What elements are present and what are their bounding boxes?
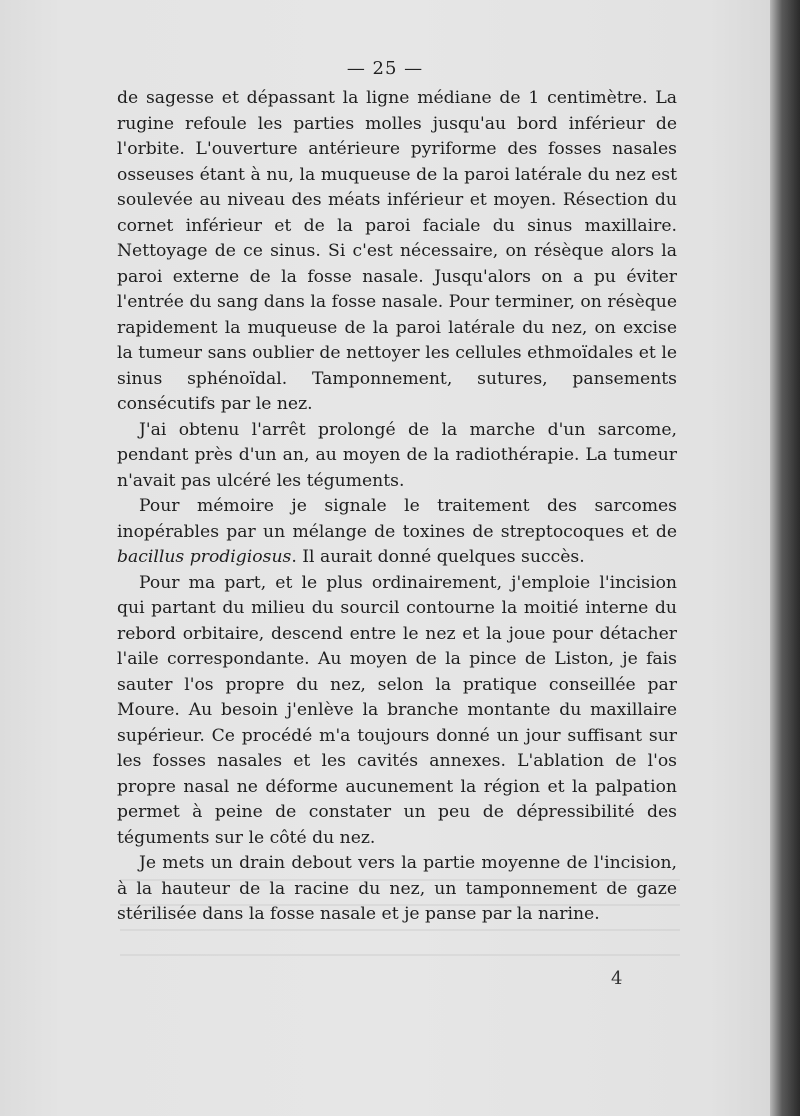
paragraph-3: [117, 494, 677, 571]
paragraph-2: J'ai obtenu l'arrêt prolongé de la marche d'un sarcome, pendant près d'un an, au moyen de la radiothérapie. La tumeur n'avait pas ulcéré les téguments.: [117, 419, 677, 491]
page-edge-shadow: [770, 0, 800, 1116]
paragraph-1: de sagesse et dépassant la ligne médiane de 1 centimètre. La rugine refoule les parties molles jusqu'au bord inférieur de l'orbite. L'ouverture antérieure pyriforme des fosses nasales osseuses étant à nu, la muqueuse de la paroi latérale du nez est soulevée au niveau des méats inférieur et moyen. Résection du cornet inférieur et de la paroi faciale du sinus maxillaire. Nettoyage de ce sinus. Si c'est nécessaire, on résèque alors la paroi externe de la fosse nasale. Jusqu'alors on a pu éviter l'entrée du sang dans la fosse nasale. Pour terminer, on résèque rapidement la muqueuse de la paroi latérale du nez, on excise la tumeur sans oublier de nettoyer les cellules ethmoïdales et le sinus sphénoïdal. Tamponnement, sutures, pansements consécutifs par le nez.: [117, 88, 677, 414]
body-text: [117, 86, 677, 928]
paragraph-4: Pour ma part, et le plus ordinairement, j'emploie l'incision qui partant du milieu du sourcil contourne la moitié interne du rebord orbitaire, descend entre le nez et la joue pour détacher l'aile correspondante. Au moyen de la pince de Liston, je fais sauter l'os propre du nez, selon la pratique conseillée par Moure. Au besoin j'enlève la branche montante du maxillaire supérieur. Ce procédé m'a toujours donné un jour suffisant sur les fosses nasales et les cavités annexes. L'ablation de l'os propre nasal ne déforme aucunement la région et la palpation permet à peine de constater un peu de dépressibilité des téguments sur le côté du nez.: [117, 572, 677, 848]
paragraph-5: Je mets un drain debout vers la partie moyenne de l'incision, à la hauteur de la racine du nez, un tamponnement de gaze stérilisée dans la fosse nasale et je panse par la narine.: [117, 853, 677, 924]
italic-term: bacillus prodigiosus: [117, 547, 292, 567]
paragraph-3-text-after: . Il aurait donné quelques succès.: [291, 547, 585, 567]
signature-mark: 4: [611, 968, 623, 989]
show-through-text: [120, 865, 680, 965]
page-number: — 25 —: [346, 58, 424, 79]
paragraph-3-text-before: Pour mémoire je signale le traitement des sarcomes inopérables par un mélange de toxines de streptocoques et de: [117, 496, 677, 542]
